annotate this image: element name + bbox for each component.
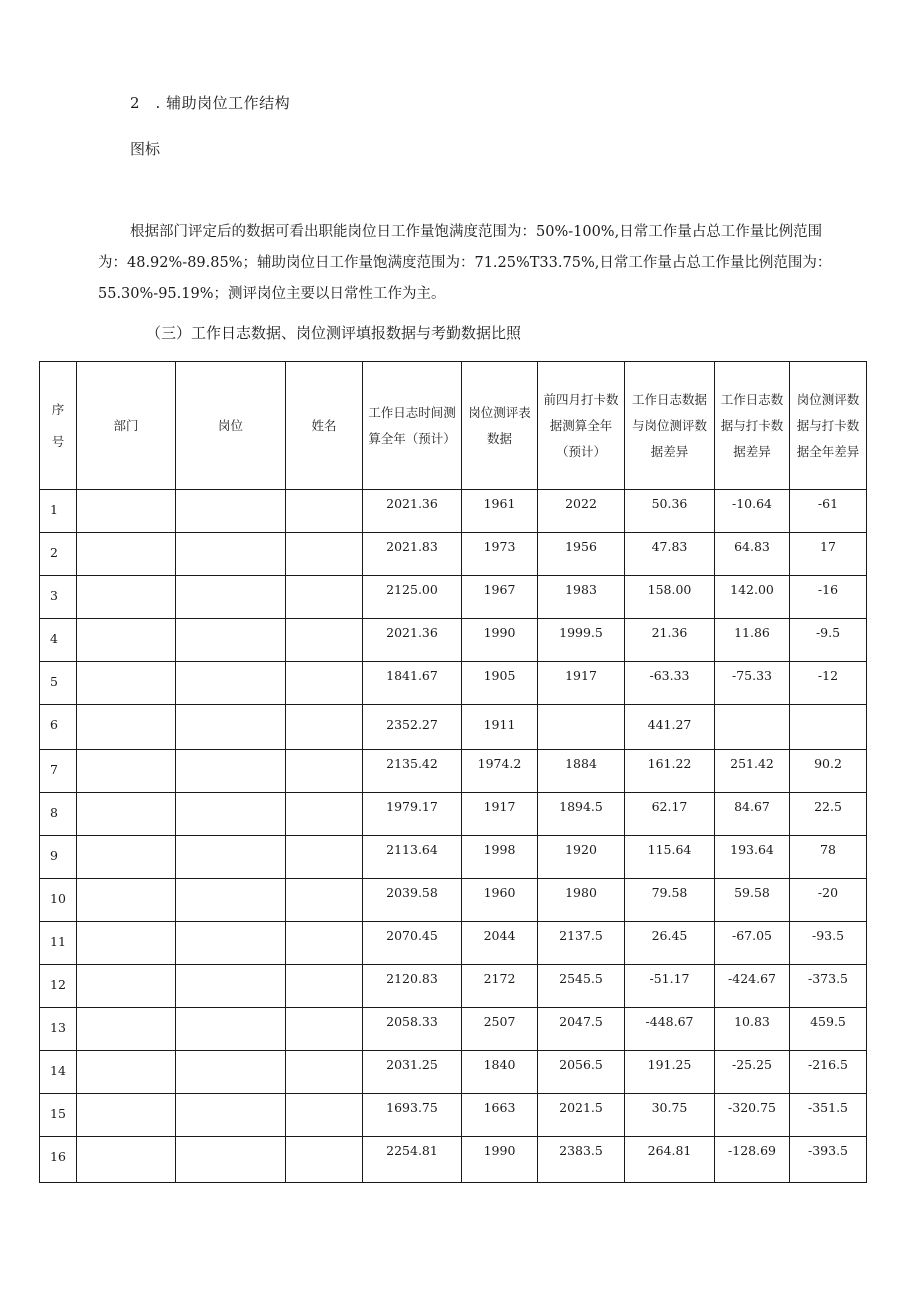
cell-log-clock: -128.69 [715,1137,790,1183]
cell-log-clock: -424.67 [715,965,790,1008]
cell-eval-clock: -61 [790,490,867,533]
cell-log: 2039.58 [363,879,462,922]
cell-eval-clock: -93.5 [790,922,867,965]
cell-eval: 1973 [462,533,538,576]
cell-dept [77,879,176,922]
paragraph-line: 55.30%-95.19%；测评岗位主要以日常性工作为主。 [98,286,446,302]
cell-seq: 10 [40,879,77,922]
cell-eval: 1967 [462,576,538,619]
cell-post [176,490,286,533]
cell-log-eval: 62.17 [625,793,715,836]
cell-log-eval: 191.25 [625,1051,715,1094]
cell-seq: 12 [40,965,77,1008]
cell-post [176,705,286,750]
cell-post [176,533,286,576]
cell-name [286,705,363,750]
cell-eval-clock: 459.5 [790,1008,867,1051]
cell-log-clock: -25.25 [715,1051,790,1094]
figure-label: 图标 [130,140,161,158]
cell-post [176,1137,286,1183]
table-row [40,619,867,662]
cell-dept [77,836,176,879]
table-row [40,1008,867,1051]
cell-log: 2113.64 [363,836,462,879]
cell-seq: 5 [40,662,77,705]
table-header-row [40,362,867,490]
cell-clock: 1999.5 [538,619,625,662]
cell-eval-clock: 22.5 [790,793,867,836]
cell-log-clock: -75.33 [715,662,790,705]
cell-name [286,750,363,793]
cell-dept [77,533,176,576]
cell-log-eval: 79.58 [625,879,715,922]
cell-log: 2021.83 [363,533,462,576]
cell-log-eval: -63.33 [625,662,715,705]
cell-name [286,1051,363,1094]
cell-name [286,1094,363,1137]
cell-eval: 1974.2 [462,750,538,793]
cell-seq: 1 [40,490,77,533]
cell-clock: 1980 [538,879,625,922]
cell-seq: 3 [40,576,77,619]
cell-name [286,619,363,662]
cell-name [286,922,363,965]
cell-clock: 2021.5 [538,1094,625,1137]
table-row [40,922,867,965]
cell-clock [538,705,625,750]
table-row [40,533,867,576]
cell-eval: 1990 [462,619,538,662]
cell-log-clock: 59.58 [715,879,790,922]
table-row [40,836,867,879]
cell-log: 2031.25 [363,1051,462,1094]
cell-eval: 1663 [462,1094,538,1137]
cell-log: 2125.00 [363,576,462,619]
cell-post [176,619,286,662]
cell-eval: 1905 [462,662,538,705]
cell-dept [77,1137,176,1183]
cell-clock: 2047.5 [538,1008,625,1051]
cell-dept [77,1051,176,1094]
cell-log-eval: 158.00 [625,576,715,619]
cell-eval: 2044 [462,922,538,965]
cell-seq: 6 [40,705,77,750]
table-row [40,490,867,533]
cell-log-clock: -67.05 [715,922,790,965]
cell-log-clock: 64.83 [715,533,790,576]
cell-post [176,1008,286,1051]
cell-clock: 1920 [538,836,625,879]
header-eval-clock-diff: 岗位测评数据与打卡数据全年差异 [790,362,867,490]
cell-log: 2021.36 [363,619,462,662]
cell-seq: 14 [40,1051,77,1094]
cell-dept [77,1008,176,1051]
cell-log-clock: -10.64 [715,490,790,533]
cell-clock: 1884 [538,750,625,793]
cell-log: 2135.42 [363,750,462,793]
header-log-eval-diff: 工作日志数据与岗位测评数据差异 [625,362,715,490]
cell-clock: 2137.5 [538,922,625,965]
cell-seq: 2 [40,533,77,576]
summary-paragraph [98,217,860,310]
table-row [40,793,867,836]
table-row [40,965,867,1008]
cell-log: 2352.27 [363,705,462,750]
cell-eval: 1961 [462,490,538,533]
cell-eval: 1990 [462,1137,538,1183]
cell-clock: 2545.5 [538,965,625,1008]
header-dept: 部门 [77,362,176,490]
cell-dept [77,793,176,836]
table-row [40,1094,867,1137]
cell-log: 1841.67 [363,662,462,705]
cell-log-clock [715,705,790,750]
cell-log-eval: 115.64 [625,836,715,879]
cell-post [176,662,286,705]
cell-log-clock: 193.64 [715,836,790,879]
cell-eval-clock: -12 [790,662,867,705]
cell-seq: 15 [40,1094,77,1137]
cell-eval-clock: -16 [790,576,867,619]
cell-dept [77,490,176,533]
cell-log: 2254.81 [363,1137,462,1183]
cell-clock: 2383.5 [538,1137,625,1183]
cell-eval: 1960 [462,879,538,922]
cell-name [286,490,363,533]
cell-eval: 2172 [462,965,538,1008]
cell-eval: 2507 [462,1008,538,1051]
header-seq: 序号 [40,362,77,490]
cell-log-clock: 142.00 [715,576,790,619]
cell-eval: 1840 [462,1051,538,1094]
cell-post [176,965,286,1008]
cell-dept [77,922,176,965]
cell-log-eval: 47.83 [625,533,715,576]
header-log-clock-diff: 工作日志数据与打卡数据差异 [715,362,790,490]
cell-log: 1979.17 [363,793,462,836]
cell-eval: 1998 [462,836,538,879]
cell-post [176,1094,286,1137]
cell-post [176,576,286,619]
cell-eval-clock: -373.5 [790,965,867,1008]
cell-seq: 11 [40,922,77,965]
table-row [40,705,867,750]
header-log-time: 工作日志时间测算全年（预计） [363,362,462,490]
cell-clock: 1983 [538,576,625,619]
paragraph-line: 为：48.92%-89.85%；辅助岗位日工作量饱满度范围为：71.25%T33.75%,日常工作量占总工作量比例范围为： [98,255,832,271]
cell-eval: 1917 [462,793,538,836]
cell-dept [77,965,176,1008]
header-clock-data: 前四月打卡数据测算全年（预计） [538,362,625,490]
cell-eval-clock: 78 [790,836,867,879]
cell-dept [77,619,176,662]
cell-post [176,879,286,922]
cell-eval-clock: -9.5 [790,619,867,662]
cell-log-clock: 84.67 [715,793,790,836]
cell-clock: 1894.5 [538,793,625,836]
cell-name [286,662,363,705]
cell-seq: 13 [40,1008,77,1051]
cell-eval-clock: 90.2 [790,750,867,793]
cell-eval-clock [790,705,867,750]
cell-name [286,879,363,922]
cell-seq: 8 [40,793,77,836]
header-eval-data: 岗位测评表数据 [462,362,538,490]
cell-log-eval: -448.67 [625,1008,715,1051]
cell-post [176,922,286,965]
cell-post [176,1051,286,1094]
cell-clock: 2056.5 [538,1051,625,1094]
cell-log-eval: 30.75 [625,1094,715,1137]
table-section-title: （三）工作日志数据、岗位测评填报数据与考勤数据比照 [146,324,522,342]
cell-log-clock: 11.86 [715,619,790,662]
cell-log-eval: 161.22 [625,750,715,793]
table-row [40,879,867,922]
cell-post [176,836,286,879]
cell-seq: 4 [40,619,77,662]
cell-dept [77,750,176,793]
cell-eval-clock: -393.5 [790,1137,867,1183]
cell-log-eval: -51.17 [625,965,715,1008]
cell-clock: 1917 [538,662,625,705]
cell-seq: 16 [40,1137,77,1183]
cell-log-clock: -320.75 [715,1094,790,1137]
cell-log: 1693.75 [363,1094,462,1137]
cell-log-clock: 251.42 [715,750,790,793]
cell-log-eval: 264.81 [625,1137,715,1183]
table-body [40,490,867,1183]
cell-eval: 1911 [462,705,538,750]
cell-name [286,965,363,1008]
cell-clock: 2022 [538,490,625,533]
table-row [40,662,867,705]
cell-seq: 7 [40,750,77,793]
cell-log-eval: 50.36 [625,490,715,533]
cell-dept [77,705,176,750]
cell-log-eval: 21.36 [625,619,715,662]
cell-log: 2070.45 [363,922,462,965]
cell-name [286,1008,363,1051]
header-name: 姓名 [286,362,363,490]
paragraph-line: 根据部门评定后的数据可看出职能岗位日工作量饱满度范围为：50%-100%,日常工作量占总工作量比例范围 [130,224,823,240]
cell-name [286,576,363,619]
section-heading: 2 . 辅助岗位工作结构 [130,94,291,112]
cell-log-clock: 10.83 [715,1008,790,1051]
cell-dept [77,662,176,705]
cell-eval-clock: -20 [790,879,867,922]
table-row [40,1051,867,1094]
header-post: 岗位 [176,362,286,490]
cell-name [286,793,363,836]
table-row [40,750,867,793]
cell-dept [77,1094,176,1137]
cell-log: 2021.36 [363,490,462,533]
cell-log-eval: 441.27 [625,705,715,750]
cell-seq: 9 [40,836,77,879]
cell-eval-clock: 17 [790,533,867,576]
cell-log: 2058.33 [363,1008,462,1051]
cell-log: 2120.83 [363,965,462,1008]
cell-name [286,1137,363,1183]
table-row [40,576,867,619]
cell-clock: 1956 [538,533,625,576]
cell-name [286,836,363,879]
cell-eval-clock: -351.5 [790,1094,867,1137]
cell-post [176,793,286,836]
cell-post [176,750,286,793]
comparison-table [39,361,867,1183]
cell-log-eval: 26.45 [625,922,715,965]
cell-name [286,533,363,576]
cell-dept [77,576,176,619]
table-row [40,1137,867,1183]
cell-eval-clock: -216.5 [790,1051,867,1094]
